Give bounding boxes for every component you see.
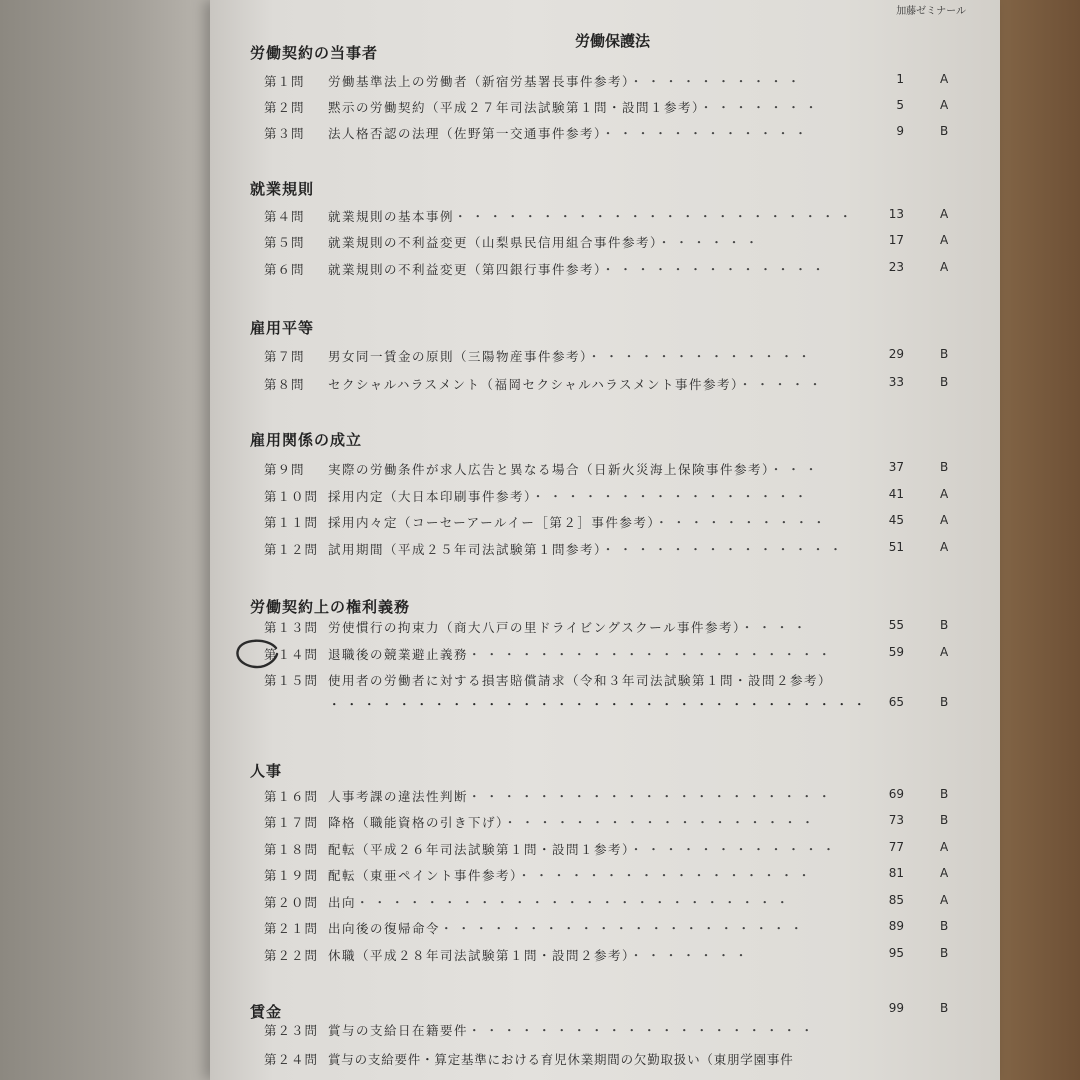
toc-entry: 第１６問 人事考課の違法性判断・・・・・・・・・・・・・・・・・・・・・ 69 B [264,787,949,804]
document-page [210,0,1000,1080]
toc-entry: 第７問 男女同一賃金の原則（三陽物産事件参考）・・・・・・・・・・・・・ 29 B [264,347,949,364]
toc-entry: 第１１問 採用内々定（コーセーアールイー［第２］事件参考）・・・・・・・・・・ 45 A [264,513,949,530]
question-number: 第１６問 [264,789,319,804]
page-number: 45 [888,513,904,527]
section-title: 雇用関係の成立 [250,431,363,449]
page-number: 33 [888,375,904,389]
rank-label: B [940,347,949,361]
question-title: 出向 [328,895,357,910]
section-title: 就業規則 [250,180,315,198]
question-number: 第１４問 [264,647,319,662]
left-page-edge [0,0,210,1080]
rank-label: A [940,866,949,880]
rank-label: B [940,1001,949,1015]
section-title: 労働契約の当事者 [250,44,379,62]
dot-leader: ・・・・・・・・・・・・・・・・・・・・・・・・・・・・・・・ [328,697,871,712]
question-title: 賞与の支給日在籍要件 [328,1023,469,1038]
toc-entry: 第１問 労働基準法上の労働者（新宿労基署長事件参考）・・・・・・・・・・ 1 A [264,72,949,89]
rank-label: B [940,375,949,389]
rank-label: A [940,893,949,907]
page-number: 59 [888,645,904,659]
toc-entry: 第１３問 労使慣行の拘束力（商大八戸の里ドライビングスクール事件参考）・・・・ 55 B [264,618,949,635]
question-number: 第８問 [264,377,305,392]
toc-entry-continuation [328,695,949,713]
page-number: 37 [888,460,904,474]
toc-entry: 第１８問 配転（平成２６年司法試験第１問・設問１参考）・・・・・・・・・・・・ 77 A [264,840,949,857]
question-title: 男女同一賃金の原則（三陽物産事件参考） [328,349,588,364]
question-number: 第２２問 [264,948,319,963]
rank-label: A [940,840,949,854]
handwritten-circle-mark [232,636,282,672]
toc-entry: 第１７問 降格（職能資格の引き下げ）・・・・・・・・・・・・・・・・・・ 73 B [264,813,949,830]
page-number: 13 [888,207,904,221]
question-number: 第４問 [264,209,305,224]
document-title: 労働保護法 [575,32,651,50]
rank-label: A [940,487,949,501]
toc-entry: 第４問 就業規則の基本事例・・・・・・・・・・・・・・・・・・・・・・・ 13 A [264,207,949,224]
page-number: 5 [896,98,904,112]
toc-entry: 第１２問 試用期間（平成２５年司法試験第１問参考）・・・・・・・・・・・・・・ 51 A [264,540,949,557]
question-number: 第２４問 [264,1052,319,1067]
page-number: 85 [888,893,904,907]
section-title: 雇用平等 [250,319,315,337]
rank-label: B [940,695,949,709]
question-title: 休職（平成２８年司法試験第１問・設問２参考） [328,948,630,963]
question-number: 第７問 [264,349,305,364]
toc-entry: 第６問 就業規則の不利益変更（第四銀行事件参考）・・・・・・・・・・・・・ 23 A [264,260,949,277]
question-number: 第２１問 [264,921,319,936]
section-title: 人事 [250,762,283,780]
question-number: 第１９問 [264,868,319,883]
toc-entry: 第２問 黙示の労働契約（平成２７年司法試験第１問・設問１参考）・・・・・・・ 5 A [264,98,949,115]
question-number: 第１問 [264,74,305,89]
question-number: 第６問 [264,262,305,277]
question-title: 降格（職能資格の引き下げ） [328,815,504,830]
question-title: 採用内定（大日本印刷事件参考） [328,489,532,504]
question-number: 第２３問 [264,1023,319,1038]
question-number: 第１３問 [264,620,319,635]
toc-entry [264,1050,904,1070]
page-number: 17 [888,233,904,247]
page-number: 23 [888,260,904,274]
toc-entry: 第２０問 出向・・・・・・・・・・・・・・・・・・・・・・・・・ 85 A [264,893,949,910]
question-number: 第１０問 [264,489,319,504]
toc-entry: 第３問 法人格否認の法理（佐野第一交通事件参考）・・・・・・・・・・・・ 9 B [264,124,949,141]
rank-label: B [940,787,949,801]
rank-label: B [940,946,949,960]
publisher-header: 加藤ゼミナール [896,6,966,17]
page-number: 55 [888,618,904,632]
question-number: 第１８問 [264,842,319,857]
question-number: 第１５問 [264,673,319,688]
rank-label: A [940,645,949,659]
toc-entry: 第５問 就業規則の不利益変更（山梨県民信用組合事件参考）・・・・・・ 17 A [264,233,949,250]
rank-label: A [940,540,949,554]
page-number: 89 [888,919,904,933]
toc-entry: 第１４問 退職後の競業避止義務・・・・・・・・・・・・・・・・・・・・・ 59 A [264,645,949,662]
page-number: 29 [888,347,904,361]
toc-entry: 第８問 セクシャルハラスメント（福岡セクシャルハラスメント事件参考）・・・・・ 33 B [264,375,949,392]
toc-entry [264,671,904,691]
question-number: 第１２問 [264,542,319,557]
toc-entry: 第２２問 休職（平成２８年司法試験第１問・設問２参考）・・・・・・・ 95 B [264,946,949,963]
page-number: 99 [888,1001,904,1015]
rank-label: A [940,207,949,221]
rank-label: A [940,72,949,86]
question-title: 人事考課の違法性判断 [328,789,469,804]
question-title: 使用者の労働者に対する損害賠償請求（令和３年司法試験第１問・設問２参考） [328,673,833,688]
question-title: セクシャルハラスメント（福岡セクシャルハラスメント事件参考） [328,377,739,392]
question-title: 就業規則の不利益変更（山梨県民信用組合事件参考） [328,235,658,250]
rank-label: A [940,98,949,112]
rank-label: B [940,618,949,632]
rank-label: A [940,513,949,527]
rank-label: A [940,260,949,274]
question-title: 退職後の競業避止義務 [328,647,469,662]
toc-entry: 第２１問 出向後の復帰命令・・・・・・・・・・・・・・・・・・・・・ 89 B [264,919,949,936]
question-number: 第２０問 [264,895,319,910]
question-title: 配転（東亜ペイント事件参考） [328,868,518,883]
section-title: 労働契約上の権利義務 [250,598,411,616]
question-number: 第３問 [264,126,305,141]
page-number: 51 [888,540,904,554]
question-title: 労働基準法上の労働者（新宿労基署長事件参考） [328,74,630,89]
page-number: 69 [888,787,904,801]
toc-entry: 第１９問 配転（東亜ペイント事件参考）・・・・・・・・・・・・・・・・・ 81 A [264,866,949,883]
page-number: 65 [888,695,904,709]
question-number: 第２問 [264,100,305,115]
page-number: 41 [888,487,904,501]
toc-entry: 第９問 実際の労働条件が求人広告と異なる場合（日新火災海上保険事件参考）・・・ 37 B [264,460,949,477]
page-number: 95 [888,946,904,960]
rank-label: B [940,919,949,933]
page-number: 9 [896,124,904,138]
question-title: 実際の労働条件が求人広告と異なる場合（日新火災海上保険事件参考） [328,462,770,477]
rank-label: A [940,233,949,247]
question-title: 試用期間（平成２５年司法試験第１問参考） [328,542,602,557]
page-number: 77 [888,840,904,854]
question-title: 就業規則の不利益変更（第四銀行事件参考） [328,262,602,277]
page-number: 81 [888,866,904,880]
toc-entry: 第２３問 賞与の支給日在籍要件・・・・・・・・・・・・・・・・・・・・ 99 B [264,1001,949,1038]
question-number: 第９問 [264,462,305,477]
question-title: 配転（平成２６年司法試験第１問・設問１参考） [328,842,630,857]
question-title: 法人格否認の法理（佐野第一交通事件参考） [328,126,602,141]
rank-label: B [940,813,949,827]
question-title: 就業規則の基本事例 [328,209,455,224]
toc-entry: 第１０問 採用内定（大日本印刷事件参考）・・・・・・・・・・・・・・・・ 41 A [264,487,949,504]
question-title: 出向後の復帰命令 [328,921,441,936]
rank-label: B [940,124,949,138]
question-number: 第１７問 [264,815,319,830]
question-number: 第５問 [264,235,305,250]
question-title: 賞与の支給要件・算定基準における育児休業期間の欠勤取扱い（東朋学園事件 [328,1052,794,1067]
question-title: 採用内々定（コーセーアールイー［第２］事件参考） [328,515,656,530]
question-title: 労使慣行の拘束力（商大八戸の里ドライビングスクール事件参考） [328,620,741,635]
section-title: 賃金 [250,1003,283,1021]
page-number: 1 [896,72,904,86]
page-number: 73 [888,813,904,827]
question-title: 黙示の労働契約（平成２７年司法試験第１問・設問１参考） [328,100,700,115]
question-number: 第１１問 [264,515,319,530]
rank-label: B [940,460,949,474]
